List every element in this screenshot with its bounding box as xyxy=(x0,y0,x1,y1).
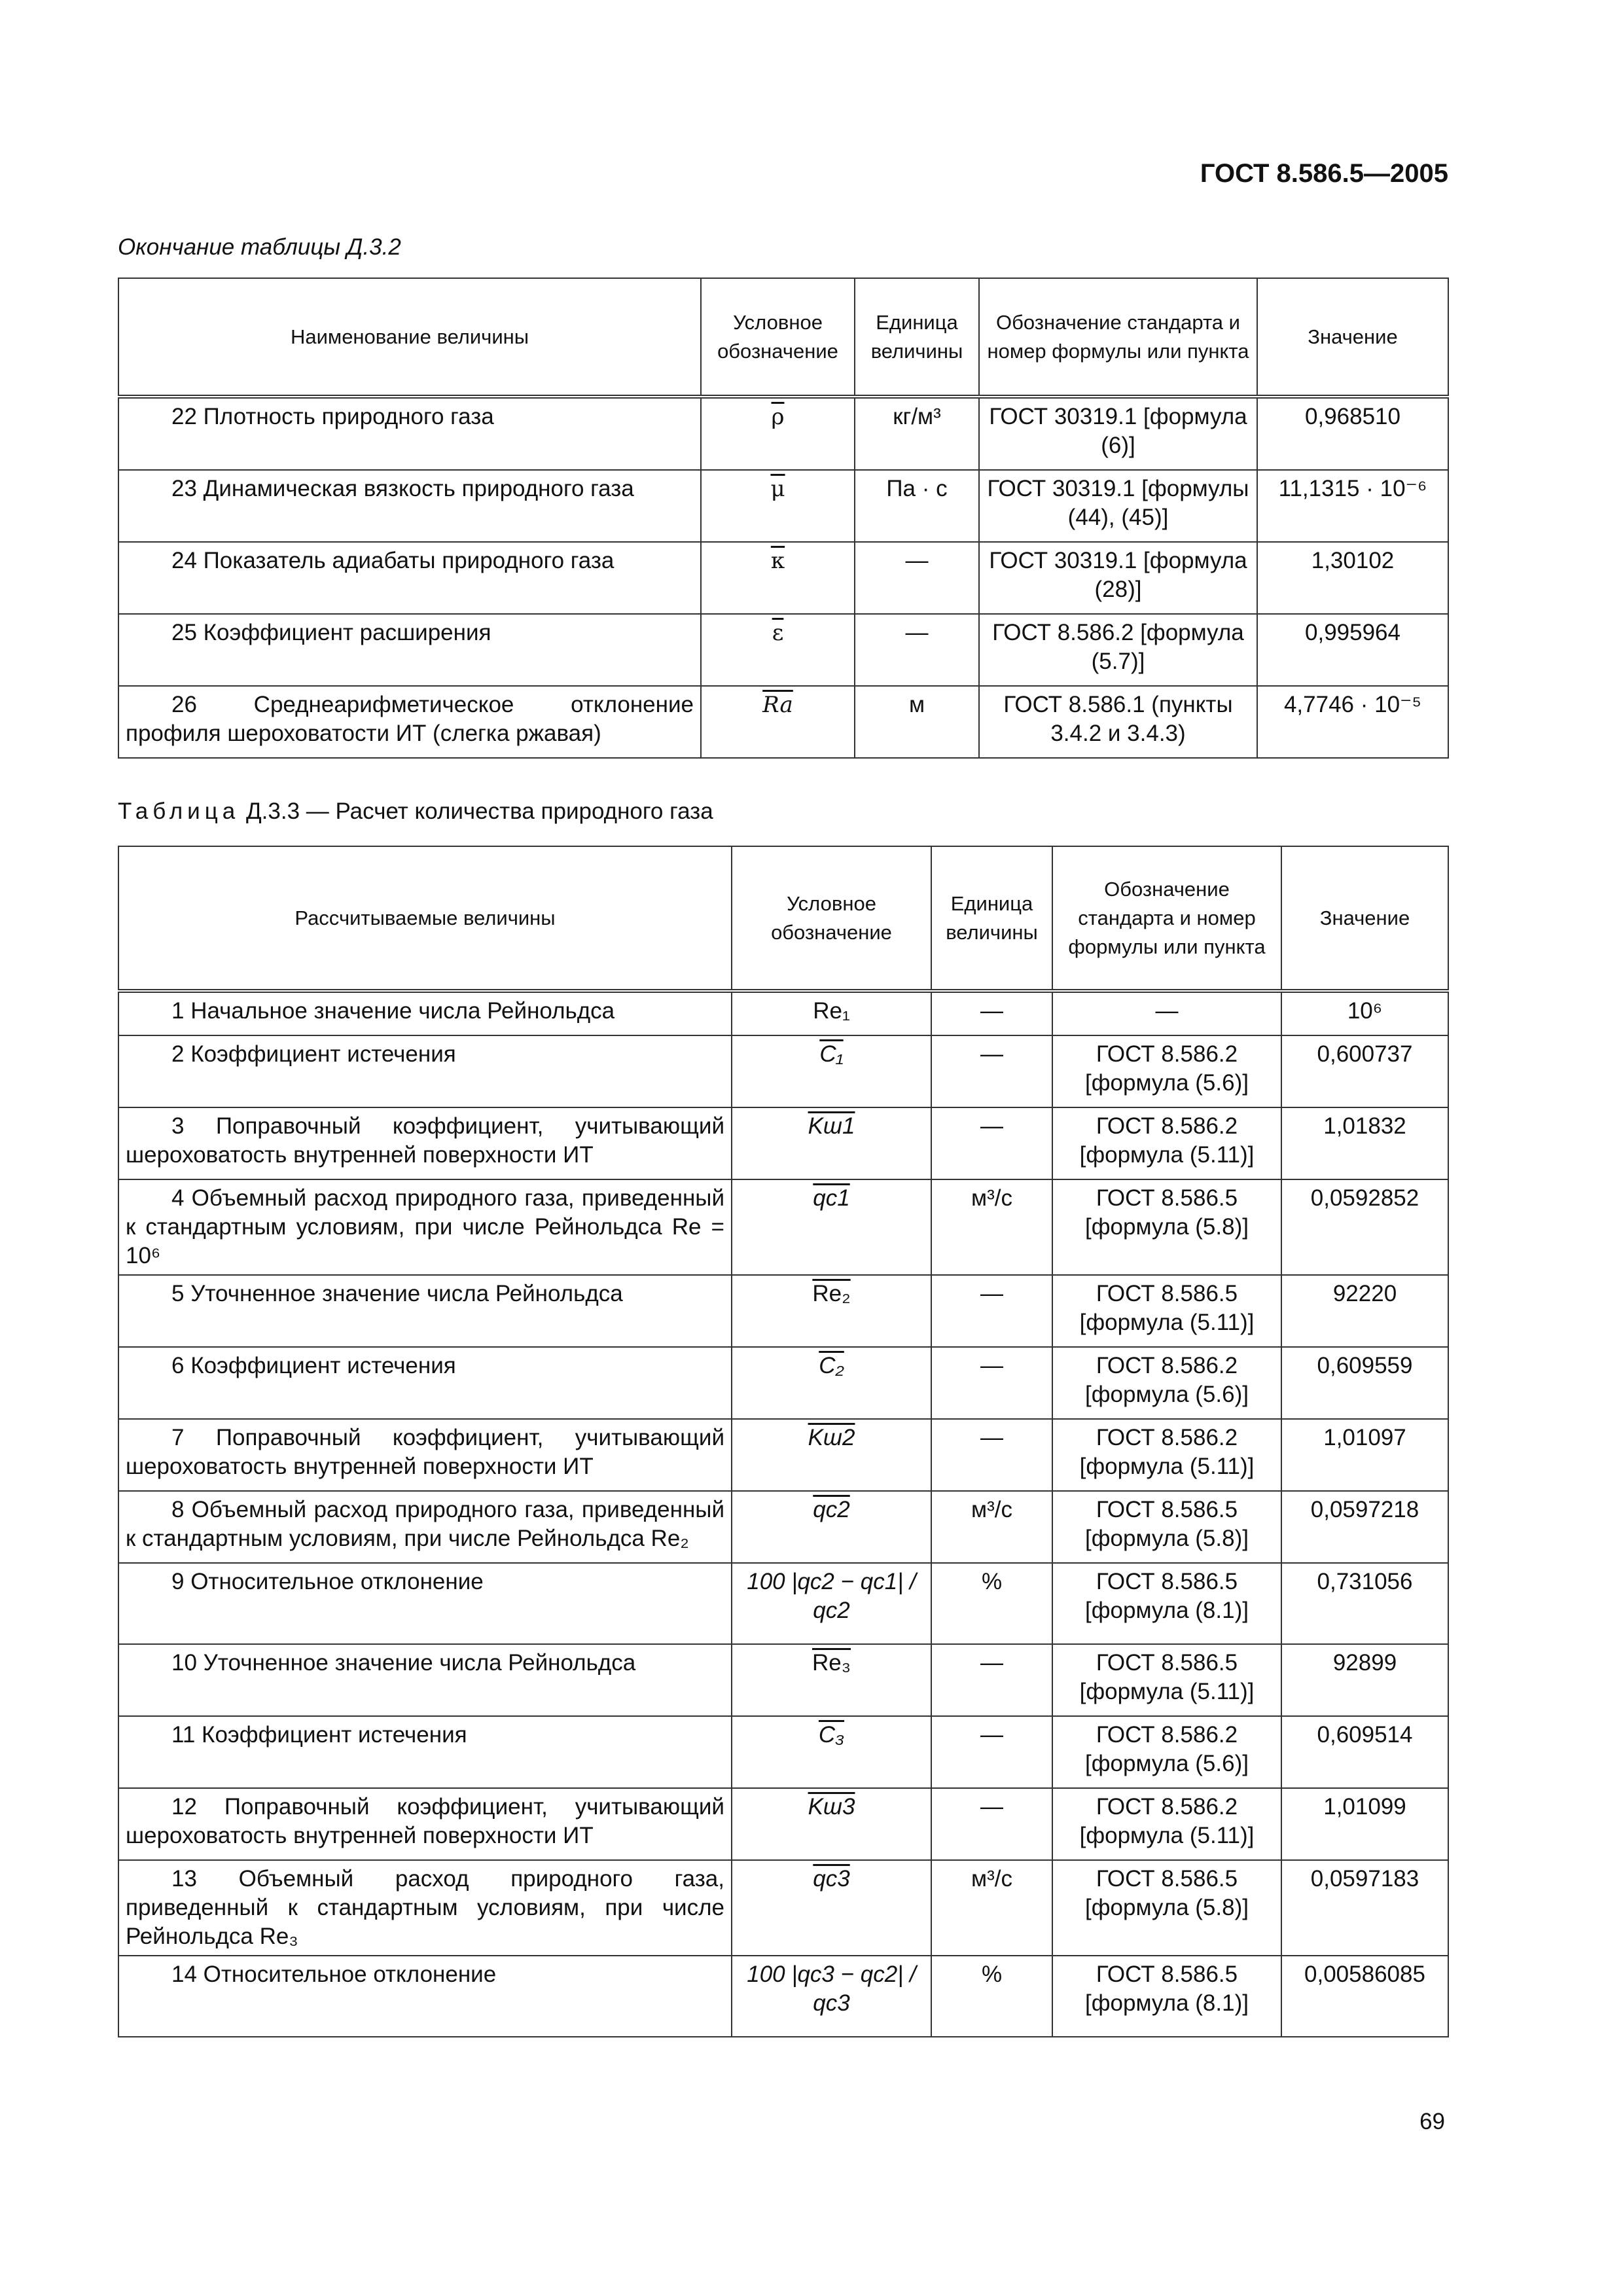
table-row xyxy=(118,686,1448,758)
cell-reference: ГОСТ 8.586.5 [формула (5.8)] xyxy=(1052,1860,1281,1956)
table-row xyxy=(118,1179,1448,1275)
cell-reference: ГОСТ 8.586.2 [формула (5.11)] xyxy=(1052,1788,1281,1860)
header-value: Значение xyxy=(1257,278,1448,397)
symbol-text: qс3 xyxy=(813,1866,850,1892)
table-row xyxy=(118,1716,1448,1788)
cell-name: 26 Среднеарифметическое отклонение профиля шероховатости ИТ (слегка ржавая) xyxy=(118,686,701,758)
cell-reference: ГОСТ 8.586.5 [формула (5.8)] xyxy=(1052,1179,1281,1275)
symbol-text: $\overline{\kappa}$ xyxy=(770,548,785,574)
cell-symbol xyxy=(732,1419,931,1491)
header-name: Рассчитываемые величины xyxy=(118,846,732,991)
cell-symbol: Re₁ xyxy=(732,991,931,1035)
header-unit: Единица величины xyxy=(855,278,979,397)
table-row xyxy=(118,1275,1448,1347)
cell-unit: — xyxy=(931,1716,1052,1788)
cell-name: 7 Поправочный коэффициент, учитывающий шероховатость внутренней поверхности ИТ xyxy=(118,1419,732,1491)
cell-symbol xyxy=(701,614,855,686)
table-row xyxy=(118,470,1448,542)
cell-unit: — xyxy=(931,991,1052,1035)
cell-name: 25 Коэффициент расширения xyxy=(118,614,701,686)
table-row xyxy=(118,1347,1448,1419)
cell-value: 0,0597218 xyxy=(1281,1491,1448,1563)
cell-value: 0,00586085 xyxy=(1281,1956,1448,2037)
cell-symbol xyxy=(701,686,855,758)
cell-name: 6 Коэффициент истечения xyxy=(118,1347,732,1419)
table-caption-label: Таблица xyxy=(118,798,240,824)
cell-reference: ГОСТ 30319.1 [формула (6)] xyxy=(979,397,1257,470)
cell-symbol xyxy=(732,1179,931,1275)
cell-reference: ГОСТ 8.586.5 [формула (5.11)] xyxy=(1052,1275,1281,1347)
cell-value: 92220 xyxy=(1281,1275,1448,1347)
table-row xyxy=(118,1563,1448,1644)
header-symbol: Условное обозначение xyxy=(732,846,931,991)
cell-reference: ГОСТ 8.586.2 [формула (5.11)] xyxy=(1052,1107,1281,1179)
cell-value: 4,7746 · 10⁻⁵ xyxy=(1257,686,1448,758)
cell-reference: ГОСТ 8.586.1 (пункты 3.4.2 и 3.4.3) xyxy=(979,686,1257,758)
cell-symbol xyxy=(732,1563,931,1644)
cell-value: 92899 xyxy=(1281,1644,1448,1716)
table-row xyxy=(118,991,1448,1035)
cell-symbol xyxy=(732,1860,931,1956)
cell-value: 0,0597183 xyxy=(1281,1860,1448,1956)
cell-reference: ГОСТ 8.586.2 [формула (5.7)] xyxy=(979,614,1257,686)
cell-value: 1,01099 xyxy=(1281,1788,1448,1860)
symbol-text: $\overline{\mu}$ xyxy=(770,476,785,502)
table-row xyxy=(118,1788,1448,1860)
cell-reference: ГОСТ 30319.1 [формула (28)] xyxy=(979,542,1257,614)
header-name: Наименование величины xyxy=(118,278,701,397)
cell-name: 4 Объемный расход природного газа, приведенный к стандартным условиям, при числе Рейнольдса Re = 10⁶ xyxy=(118,1179,732,1275)
cell-unit: кг/м³ xyxy=(855,397,979,470)
symbol-text: qс2 xyxy=(813,1497,850,1522)
cell-name: 5 Уточненное значение числа Рейнольдса xyxy=(118,1275,732,1347)
table-d33 xyxy=(118,846,1449,2037)
cell-value: 11,1315 · 10⁻⁶ xyxy=(1257,470,1448,542)
symbol-text: C₂ xyxy=(819,1353,844,1378)
table-row xyxy=(118,542,1448,614)
cell-unit: — xyxy=(931,1788,1052,1860)
cell-unit: — xyxy=(855,614,979,686)
table-row xyxy=(118,1956,1448,2037)
header-reference: Обозначение стандарта и номер формулы или пункта xyxy=(979,278,1257,397)
table-d32-end xyxy=(118,278,1449,759)
table-row xyxy=(118,614,1448,686)
cell-unit: % xyxy=(931,1956,1052,2037)
cell-value: 10⁶ xyxy=(1281,991,1448,1035)
cell-reference: — xyxy=(1052,991,1281,1035)
cell-reference: ГОСТ 8.586.2 [формула (5.11)] xyxy=(1052,1419,1281,1491)
table-caption-text: Д.3.3 — Расчет количества природного газа xyxy=(245,798,713,824)
table-row xyxy=(118,1419,1448,1491)
cell-name: 11 Коэффициент истечения xyxy=(118,1716,732,1788)
cell-unit: % xyxy=(931,1563,1052,1644)
cell-value: 1,01097 xyxy=(1281,1419,1448,1491)
cell-value: 0,0592852 xyxy=(1281,1179,1448,1275)
cell-name: 8 Объемный расход природного газа, приведенный к стандартным условиям, при числе Рейнольдса Re₂ xyxy=(118,1491,732,1563)
cell-symbol xyxy=(732,1644,931,1716)
cell-unit: м³/с xyxy=(931,1860,1052,1956)
cell-value: 0,600737 xyxy=(1281,1035,1448,1107)
cell-unit: — xyxy=(855,542,979,614)
cell-value: 0,968510 xyxy=(1257,397,1448,470)
symbol-text: Re₃ xyxy=(812,1650,851,1676)
cell-unit: — xyxy=(931,1275,1052,1347)
cell-value: 0,995964 xyxy=(1257,614,1448,686)
cell-symbol xyxy=(732,1491,931,1563)
cell-value: 1,01832 xyxy=(1281,1107,1448,1179)
cell-reference: ГОСТ 8.586.2 [формула (5.6)] xyxy=(1052,1716,1281,1788)
cell-symbol xyxy=(732,1788,931,1860)
page-number: 69 xyxy=(1419,2109,1445,2134)
cell-name: 22 Плотность природного газа xyxy=(118,397,701,470)
table-row xyxy=(118,1107,1448,1179)
symbol-text: C₁ xyxy=(819,1041,844,1067)
cell-reference: ГОСТ 8.586.2 [формула (5.6)] xyxy=(1052,1347,1281,1419)
cell-unit: Па · с xyxy=(855,470,979,542)
table-row xyxy=(118,1644,1448,1716)
table-header-row xyxy=(118,846,1448,991)
table-row xyxy=(118,397,1448,470)
cell-name: 10 Уточненное значение числа Рейнольдса xyxy=(118,1644,732,1716)
symbol-text: Re₂ xyxy=(812,1281,851,1306)
cell-unit: м³/с xyxy=(931,1491,1052,1563)
symbol-text: qс1 xyxy=(813,1185,850,1211)
cell-unit: — xyxy=(931,1107,1052,1179)
cell-reference: ГОСТ 8.586.5 [формула (5.11)] xyxy=(1052,1644,1281,1716)
cell-symbol xyxy=(732,1347,931,1419)
table-caption xyxy=(118,798,713,825)
table-row xyxy=(118,1491,1448,1563)
cell-unit: — xyxy=(931,1419,1052,1491)
cell-value: 0,609514 xyxy=(1281,1716,1448,1788)
table-header-row xyxy=(118,278,1448,397)
cell-name: 14 Относительное отклонение xyxy=(118,1956,732,2037)
cell-symbol xyxy=(732,1716,931,1788)
symbol-text: Kш1 xyxy=(808,1113,855,1139)
cell-reference: ГОСТ 8.586.5 [формула (8.1)] xyxy=(1052,1563,1281,1644)
symbol-text: $\overline{Ra}$ xyxy=(762,692,793,718)
cell-name: 9 Относительное отклонение xyxy=(118,1563,732,1644)
cell-value: 0,731056 xyxy=(1281,1563,1448,1644)
cell-value: 1,30102 xyxy=(1257,542,1448,614)
symbol-text: Kш3 xyxy=(808,1794,855,1820)
table-continuation-caption: Окончание таблицы Д.3.2 xyxy=(118,234,401,260)
cell-unit: — xyxy=(931,1644,1052,1716)
symbol-formula: 100 |qс3 − qс2| / qс3 xyxy=(747,1962,916,2016)
cell-name: 1 Начальное значение числа Рейнольдса xyxy=(118,991,732,1035)
header-unit: Единица величины xyxy=(931,846,1052,991)
header-reference: Обозначение стандарта и номер формулы или пункта xyxy=(1052,846,1281,991)
cell-name: 13 Объемный расход природного газа, приведенный к стандартным условиям, при числе Рейнольдса Re₃ xyxy=(118,1860,732,1956)
cell-reference: ГОСТ 8.586.2 [формула (5.6)] xyxy=(1052,1035,1281,1107)
cell-symbol xyxy=(701,470,855,542)
header-value: Значение xyxy=(1281,846,1448,991)
cell-symbol xyxy=(701,542,855,614)
table-row xyxy=(118,1035,1448,1107)
cell-reference: ГОСТ 8.586.5 [формула (5.8)] xyxy=(1052,1491,1281,1563)
cell-reference: ГОСТ 30319.1 [формулы (44), (45)] xyxy=(979,470,1257,542)
symbol-text: $\overline{\rho}$ xyxy=(771,404,785,430)
symbol-text: $\overline{\varepsilon}$ xyxy=(772,620,784,646)
cell-unit: — xyxy=(931,1035,1052,1107)
cell-symbol xyxy=(732,1035,931,1107)
cell-symbol xyxy=(732,1275,931,1347)
cell-value: 0,609559 xyxy=(1281,1347,1448,1419)
cell-name: 23 Динамическая вязкость природного газа xyxy=(118,470,701,542)
cell-unit: м³/с xyxy=(931,1179,1052,1275)
table-row xyxy=(118,1860,1448,1956)
cell-name: 3 Поправочный коэффициент, учитывающий шероховатость внутренней поверхности ИТ xyxy=(118,1107,732,1179)
cell-symbol xyxy=(701,397,855,470)
symbol-text: Kш2 xyxy=(808,1425,855,1450)
cell-name: 2 Коэффициент истечения xyxy=(118,1035,732,1107)
header-symbol: Условное обозначение xyxy=(701,278,855,397)
cell-name: 24 Показатель адиабаты природного газа xyxy=(118,542,701,614)
symbol-formula: 100 |qс2 − qс1| / qс2 xyxy=(747,1569,916,1623)
symbol-text: C₃ xyxy=(818,1722,845,1748)
cell-unit: м xyxy=(855,686,979,758)
cell-name: 12 Поправочный коэффициент, учитывающий шероховатость внутренней поверхности ИТ xyxy=(118,1788,732,1860)
cell-symbol xyxy=(732,1107,931,1179)
cell-unit: — xyxy=(931,1347,1052,1419)
cell-reference: ГОСТ 8.586.5 [формула (8.1)] xyxy=(1052,1956,1281,2037)
document-code: ГОСТ 8.586.5—2005 xyxy=(1200,159,1448,188)
cell-symbol xyxy=(732,1956,931,2037)
